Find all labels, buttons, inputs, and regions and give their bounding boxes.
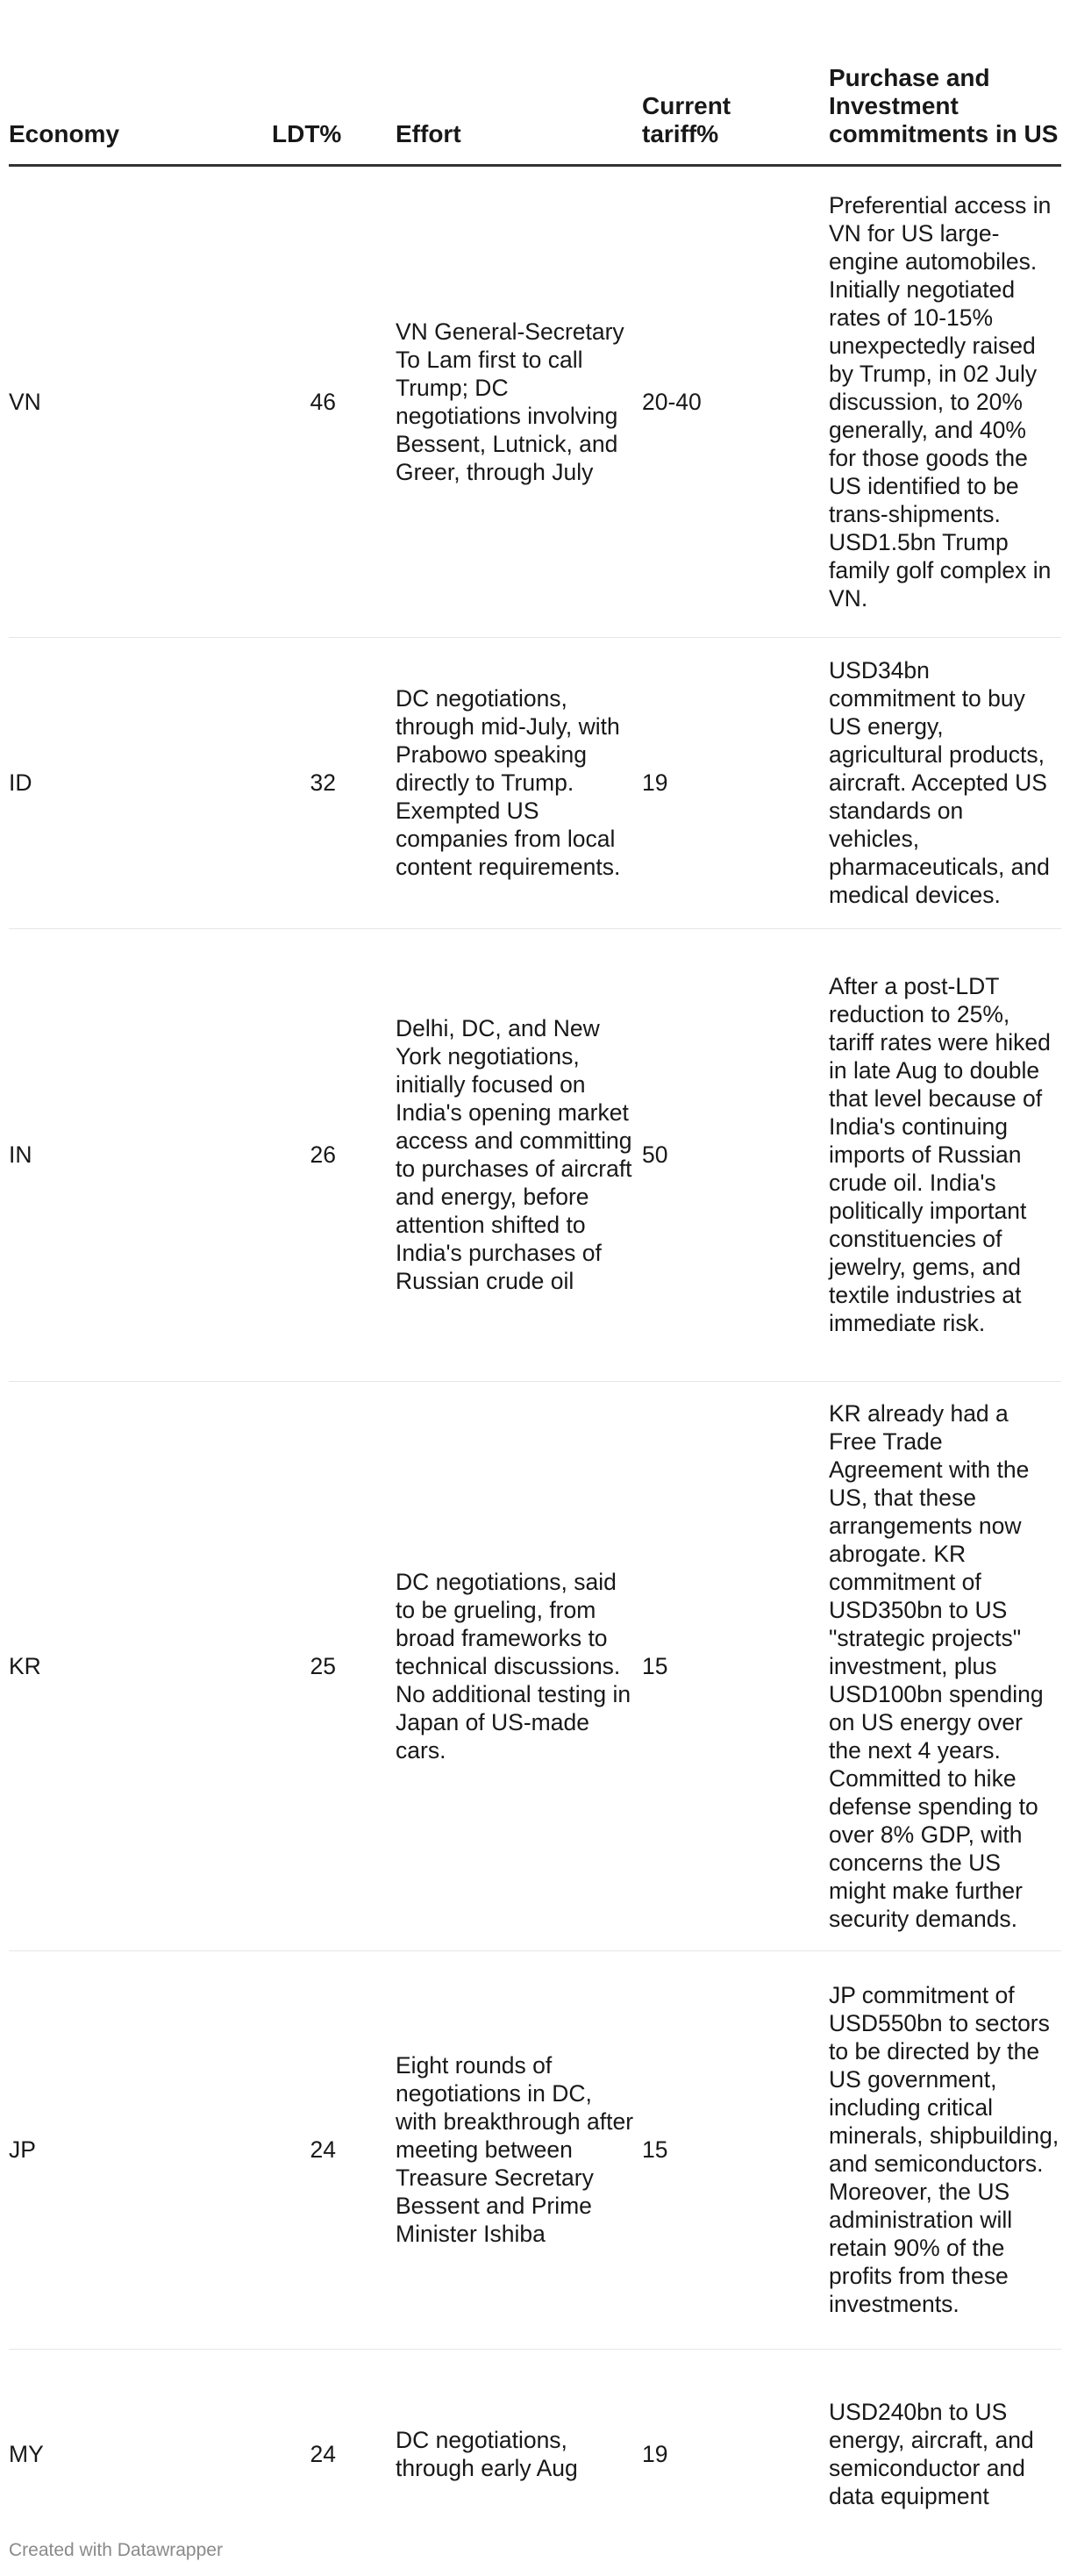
cell-effort: DC negotiations, said to be grueling, from broad frameworks to technical discussions. No additional testing in Japan of US-made cars.	[390, 1381, 640, 1950]
cell-commitments: USD240bn to US energy, aircraft, and semiconductor and data equipment	[829, 2399, 1034, 2510]
cell-economy: IN	[9, 928, 272, 1381]
table-row	[9, 928, 1061, 1381]
cell-economy: KR	[9, 1381, 272, 1950]
cell-effort: DC negotiations, through mid-July, with Prabowo speaking directly to Trump. Exempted US companies from local content requirements.	[390, 637, 640, 928]
cell-commitments: Preferential access in VN for US large-engine automobiles. Initially negotiated rates of 10-15% unexpectedly raised by Trump, in 02 July discussion, to 20% generally, and 40% for those goods the US identified to be trans-shipments. USD1.5bn Trump family golf complex in VN.	[827, 165, 1061, 637]
cell-ldt: 46	[272, 165, 390, 637]
cell-ldt: 24	[272, 1950, 390, 2349]
cell-effort: Delhi, DC, and New York negotiations, initially focused on India's opening market access and committing to purchases of aircraft and energy, before attention shifted to India's purchases of Russian crude oil	[390, 928, 640, 1381]
table-row	[9, 165, 1061, 637]
cell-current-tariff: 20-40	[640, 165, 827, 637]
cell-economy: ID	[9, 637, 272, 928]
cell-ldt: 25	[272, 1381, 390, 1950]
cell-current-tariff: 19	[642, 2441, 668, 2468]
cell-effort: Eight rounds of negotiations in DC, with breakthrough after meeting between Treasure Secretary Bessent and Prime Minister Ishiba	[390, 1950, 640, 2349]
header-ldt[interactable]: LDT%	[272, 0, 390, 165]
cell-effort: VN General-Secretary To Lam first to call Trump; DC negotiations involving Bessent, Lutnick, and Greer, through July	[390, 165, 640, 637]
table-row	[9, 2349, 1061, 2559]
cell-current-tariff: 19	[640, 637, 827, 928]
cell-commitments: USD34bn commitment to buy US energy, agricultural products, aircraft. Accepted US standards on vehicles, pharmaceuticals, and medical devices.	[827, 637, 1061, 928]
header-economy[interactable]: Economy	[9, 0, 272, 165]
cell-commitments: After a post-LDT reduction to 25%, tariff rates were hiked in late Aug to double that level because of India's continuing imports of Russian crude oil. India's politically important constituencies of jewelry, gems, and textile industries at immediate risk.	[827, 928, 1061, 1381]
cell-effort: DC negotiations, through early Aug	[396, 2427, 578, 2482]
cell-economy: JP	[9, 1950, 272, 2349]
table-body	[9, 165, 1061, 2559]
data-table-container	[9, 0, 1061, 2559]
cell-current-tariff: 15	[640, 1381, 827, 1950]
datawrapper-credit[interactable]: Created with Datawrapper	[9, 2540, 223, 2560]
cell-economy: MY	[9, 2441, 44, 2468]
cell-commitments: JP commitment of USD550bn to sectors to be directed by the US government, including critical minerals, shipbuilding, and semiconductors. Moreover, the US administration will retain 90% of the profits from these investments.	[827, 1950, 1061, 2349]
cell-ldt: 26	[272, 928, 390, 1381]
header-row	[9, 0, 1061, 165]
cell-ldt: 24	[310, 2441, 336, 2468]
cell-current-tariff: 50	[640, 928, 827, 1381]
tariff-table	[9, 0, 1061, 2559]
cell-ldt: 32	[272, 637, 390, 928]
cell-economy: VN	[9, 165, 272, 637]
header-effort[interactable]: Effort	[390, 0, 640, 165]
cell-commitments: KR already had a Free Trade Agreement with the US, that these arrangements now abrogate. KR commitment of USD350bn to US "strategic projects" investment, plus USD100bn spending on US energy over the next 4 years. Committed to hike defense spending to over 8% GDP, with concerns the US might make further security demands.	[827, 1381, 1061, 1950]
cell-current-tariff: 15	[640, 1950, 827, 2349]
header-current-tariff[interactable]: Current tariff%	[640, 0, 827, 165]
table-row	[9, 1381, 1061, 1950]
table-row	[9, 637, 1061, 928]
header-commitments[interactable]: Purchase and Investment commitments in US	[827, 0, 1061, 165]
table-row	[9, 1950, 1061, 2349]
